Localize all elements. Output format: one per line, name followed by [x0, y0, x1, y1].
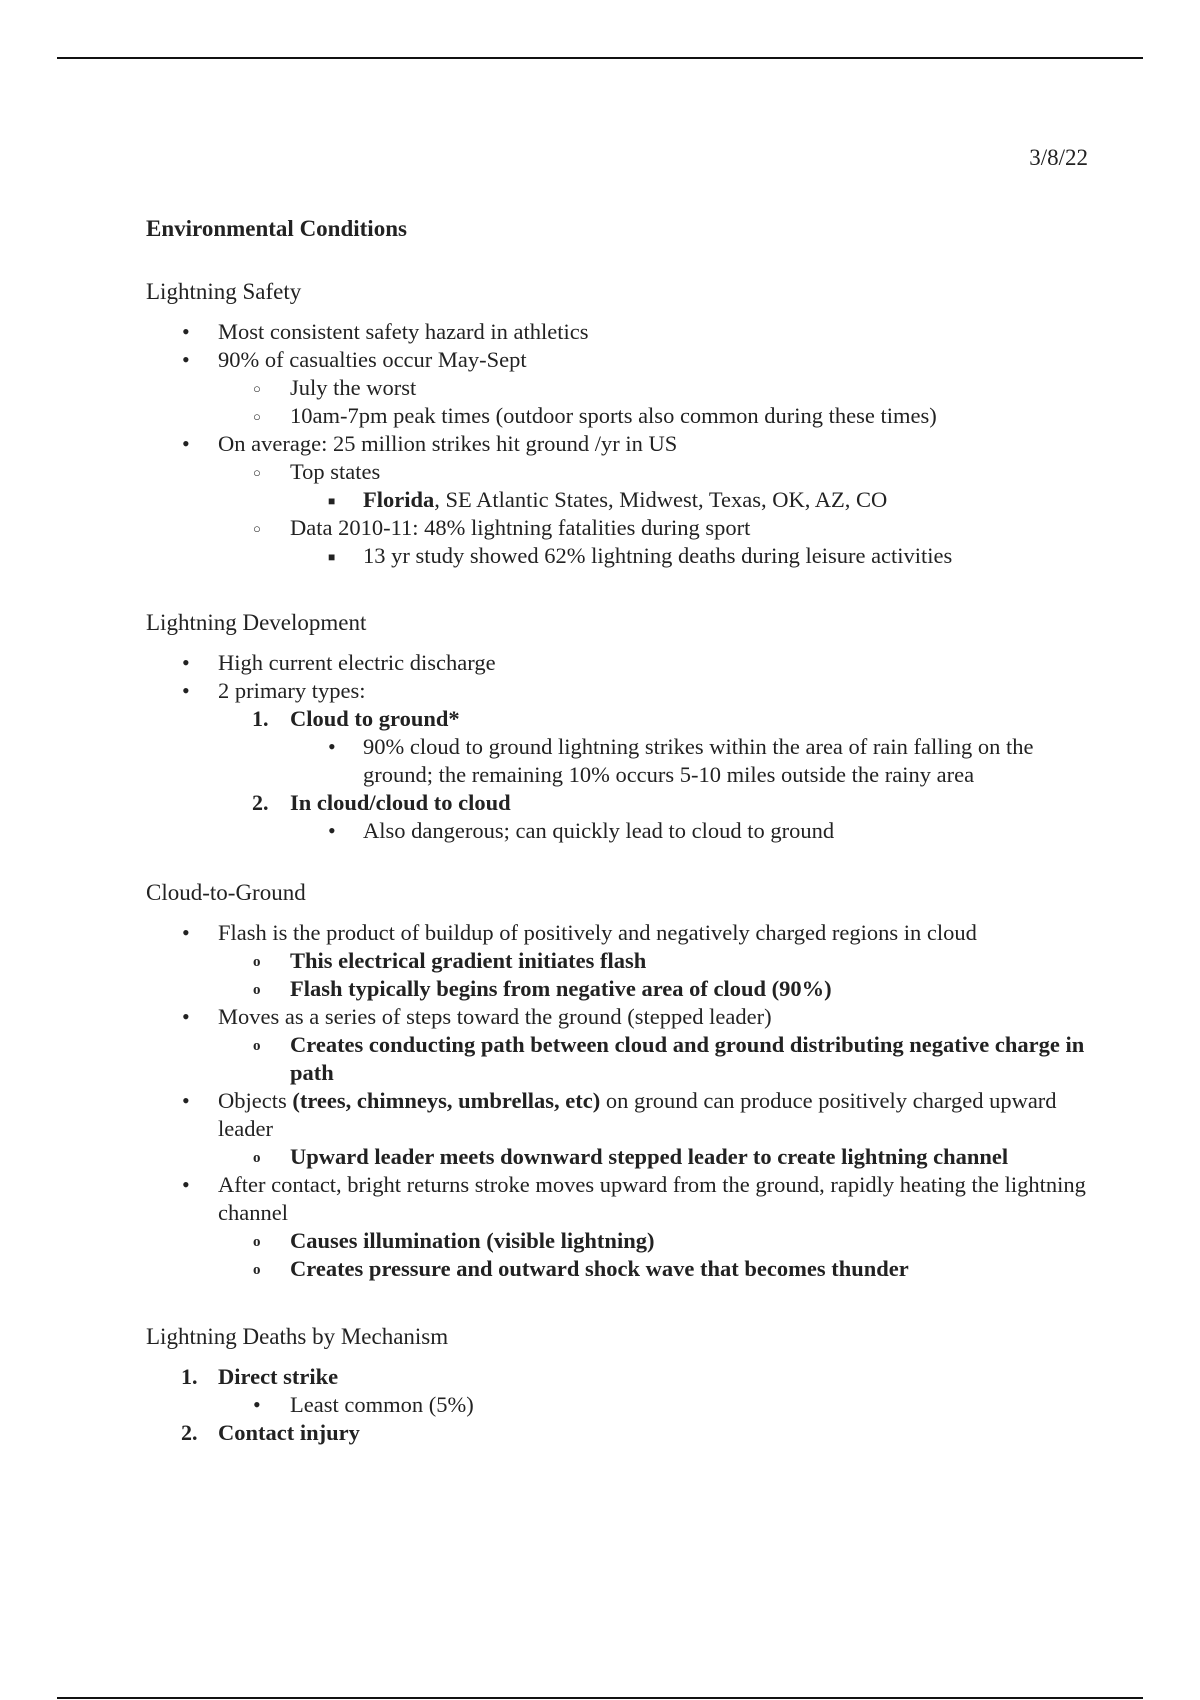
hollow-bullet-icon: ○: [253, 409, 261, 424]
square-bullet-icon: ■: [328, 550, 336, 564]
hollow-bullet-icon: ○: [253, 381, 261, 396]
hollow-bullet-icon: o: [253, 1150, 261, 1166]
list-item: o Causes illumination (visible lightning): [146, 1227, 1096, 1255]
list-item: o Flash typically begins from negative area of cloud (90%): [146, 975, 1096, 1003]
list-item: • 90% of casualties occur May-Sept: [182, 347, 527, 372]
hollow-bullet-icon: o: [253, 982, 261, 998]
bullet-icon: •: [253, 1392, 261, 1417]
hollow-bullet-icon: o: [253, 1234, 261, 1250]
list-item: • Least common (5%): [253, 1392, 474, 1417]
section-heading-development: Lightning Development: [146, 610, 367, 635]
section-heading-ctg: Cloud-to-Ground: [146, 880, 306, 905]
list-item: 2. Contact injury: [181, 1420, 360, 1445]
list-item: ■ 13 yr study showed 62% lightning deaths during leisure activities: [146, 542, 1096, 570]
section-safety-list: [146, 318, 1096, 570]
list-item: o Creates conducting path between cloud and ground distributing negative charge in path: [253, 1032, 1085, 1085]
bullet-icon: •: [182, 678, 190, 703]
section-deaths-list: [146, 1363, 1096, 1447]
list-item: • Most consistent safety hazard in athletics: [182, 319, 589, 344]
list-item: • 2 primary types:: [182, 678, 366, 703]
hollow-bullet-icon: o: [253, 1038, 261, 1054]
bullet-icon: •: [182, 431, 190, 456]
bottom-rule: [57, 1697, 1143, 1699]
list-item: o Upward leader meets downward stepped leader to create lightning channel: [146, 1143, 1096, 1171]
list-item: • Also dangerous; can quickly lead to cloud to ground: [328, 818, 835, 843]
list-item: 1. Direct strike: [181, 1364, 339, 1389]
section-development-list: [146, 649, 1096, 845]
top-rule: [57, 57, 1143, 59]
list-item: ■ Florida, SE Atlantic States, Midwest, Texas, OK, AZ, CO: [146, 486, 1096, 514]
list-item: ○ Data 2010-11: 48% lightning fatalities during sport: [146, 514, 1096, 542]
list-item: o This electrical gradient initiates flash: [146, 947, 1096, 975]
list-item: ○ July the worst: [146, 374, 1096, 402]
hollow-bullet-icon: ○: [253, 465, 261, 480]
list-item: ○ 10am-7pm peak times (outdoor sports also common during these times): [146, 402, 1096, 430]
bullet-icon: •: [328, 734, 336, 759]
list-number: 1.: [252, 706, 269, 731]
bullet-icon: •: [182, 347, 190, 372]
list-item: ○ Top states: [146, 458, 1096, 486]
square-bullet-icon: ■: [328, 494, 336, 508]
hollow-bullet-icon: o: [253, 954, 261, 970]
list-item: • 90% cloud to ground lightning strikes within the area of rain falling on the ground; the remaining 10% occurs 5-10 miles outside the rainy area: [328, 734, 1034, 787]
section-heading-deaths: Lightning Deaths by Mechanism: [146, 1324, 449, 1349]
list-item: • High current electric discharge: [182, 650, 496, 675]
list-number: 1.: [181, 1364, 198, 1389]
list-item: • On average: 25 million strikes hit ground /yr in US: [182, 431, 678, 456]
bullet-icon: •: [182, 1004, 190, 1029]
list-item: • Objects (trees, chimneys, umbrellas, etc) on ground can produce positively charged upward leader: [182, 1088, 1057, 1141]
bullet-icon: •: [328, 818, 336, 843]
list-item: o Creates pressure and outward shock wave that becomes thunder: [146, 1255, 1096, 1283]
hollow-bullet-icon: o: [253, 1262, 261, 1278]
list-item: • After contact, bright returns stroke moves upward from the ground, rapidly heating the lightning channel: [182, 1172, 1086, 1225]
list-number: 2.: [252, 790, 269, 815]
list-item: 1. Cloud to ground*: [252, 706, 460, 731]
bullet-icon: •: [182, 920, 190, 945]
bullet-icon: •: [182, 319, 190, 344]
list-number: 2.: [181, 1420, 198, 1445]
date: 3/8/22: [1029, 145, 1088, 170]
section-heading-safety: Lightning Safety: [146, 279, 302, 304]
list-item: • Flash is the product of buildup of positively and negatively charged regions in cloud: [182, 920, 977, 945]
document-title: Environmental Conditions: [146, 216, 407, 241]
bullet-icon: •: [182, 650, 190, 675]
list-item: • Moves as a series of steps toward the ground (stepped leader): [182, 1004, 772, 1029]
list-item: 2. In cloud/cloud to cloud: [252, 790, 511, 815]
hollow-bullet-icon: ○: [253, 521, 261, 536]
bullet-icon: •: [182, 1172, 190, 1197]
section-ctg-list: [146, 919, 1096, 1283]
bullet-icon: •: [182, 1088, 190, 1113]
